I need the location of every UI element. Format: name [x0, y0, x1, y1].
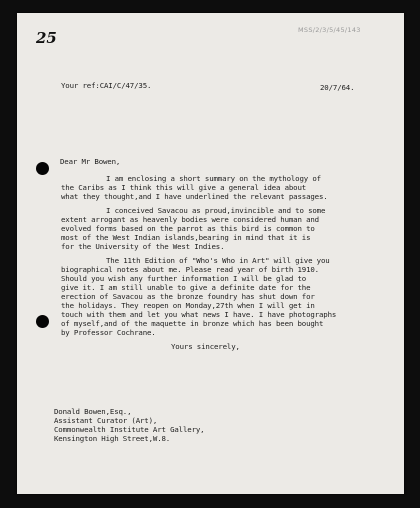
- pencil-reference: MSS/2/3/5/45/143: [298, 26, 361, 34]
- paragraph-line: of myself,and of the maquette in bronze which has been bought: [61, 319, 324, 328]
- paragraph-line: Should you wish any further information I will be glad to: [61, 274, 307, 283]
- paragraph-line: extent arrogant as heavenly bodies were considered human and: [61, 215, 319, 224]
- salutation: Dear Mr Bowen,: [60, 157, 121, 166]
- paragraph-line: erection of Savacou as the bronze foundry has shut down for: [61, 292, 315, 301]
- paragraph-line: most of the West Indian islands,bearing in mind that it is: [61, 233, 311, 242]
- punch-hole-upper: [36, 162, 49, 175]
- handwritten-number: 25: [36, 29, 57, 47]
- paragraph-line: give it. I am still unable to give a definite date for the: [61, 283, 311, 292]
- paragraph-line: biographical notes about me. Please read year of birth 1910.: [61, 265, 319, 274]
- letter-page: [17, 13, 404, 494]
- letter-date: 20/7/64.: [320, 83, 355, 92]
- closing: Yours sincerely,: [171, 342, 240, 351]
- paragraph-line: what they thought,and I have underlined the relevant passages.: [61, 192, 328, 201]
- paragraph-line: the holidays. They reopen on Monday,27th when I will get in: [61, 301, 315, 310]
- address-line: Kensington High Street,W.8.: [54, 434, 171, 443]
- paragraph-line: I am enclosing a short summary on the mythology of: [106, 174, 321, 183]
- paragraph-line: touch with them and let you what news I have. I have photographs: [61, 310, 337, 319]
- paragraph-line: The 11th Edition of "Who's Who in Art" will give you: [106, 256, 330, 265]
- paragraph-line: evolved forms based on the parrot as this bird is common to: [61, 224, 315, 233]
- paragraph-line: the Caribs as I think this will give a general idea about: [61, 183, 307, 192]
- reference-line: Your ref:CAI/C/47/35.: [61, 81, 152, 90]
- paragraph-line: by Professor Cochrane.: [61, 328, 156, 337]
- paragraph-line: I conceived Savacou as proud,invincible and to some: [106, 206, 326, 215]
- punch-hole-lower: [36, 315, 49, 328]
- address-line: Donald Bowen,Esq.,: [54, 407, 132, 416]
- paragraph-line: for the University of the West Indies.: [61, 242, 225, 251]
- address-line: Commonwealth Institute Art Gallery,: [54, 425, 205, 434]
- address-line: Assistant Curator (Art),: [54, 416, 158, 425]
